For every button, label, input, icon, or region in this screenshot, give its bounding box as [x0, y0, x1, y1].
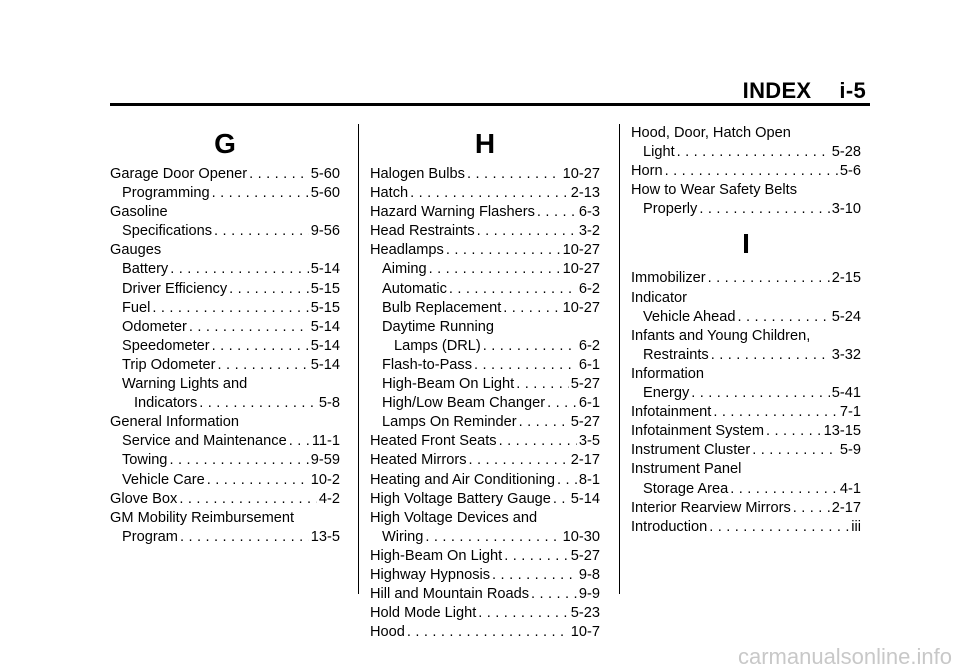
index-subentry: Odometer . . . 5-14	[110, 318, 340, 337]
index-subentry: Lamps (DRL) . . . 6-2	[370, 337, 600, 356]
section-letter-i: I	[742, 228, 750, 260]
index-entry: Heating and Air Conditioning . . . 8-1	[370, 471, 600, 490]
section-letter-g: G	[214, 128, 236, 159]
index-subentry: Fuel . . . 5-15	[110, 299, 340, 318]
index-subentry: Aiming . . . 10-27	[370, 260, 600, 279]
index-entry: Hazard Warning Flashers . . . 6-3	[370, 203, 600, 222]
index-subentry: Specifications . . . 9-56	[110, 222, 340, 241]
index-subheading: Warning Lights and	[122, 376, 248, 393]
index-heading: Indicator	[631, 289, 687, 306]
index-heading: High Voltage Devices and	[370, 509, 538, 526]
column-divider	[358, 124, 359, 594]
index-subentry: Automatic . . . 6-2	[370, 280, 600, 299]
index-entry: Glove Box . . . 4-2	[110, 490, 340, 509]
index-subentry: High-Beam On Light . . . 5-27	[370, 375, 600, 394]
index-heading: Information	[631, 365, 705, 382]
index-entry: Halogen Bulbs . . . 10-27	[370, 165, 600, 184]
index-entry: Hold Mode Light . . . 5-23	[370, 604, 600, 623]
index-entry: Head Restraints . . . 3-2	[370, 222, 600, 241]
index-subentry: Energy . . . 5-41	[631, 384, 861, 403]
index-subentry: Properly . . . 3-10	[631, 200, 861, 219]
index-subentry: Lamps On Reminder . . . 5-27	[370, 413, 600, 432]
index-subentry: Bulb Replacement . . . 10-27	[370, 299, 600, 318]
index-column-2	[370, 124, 600, 642]
index-entry: Immobilizer . . . 2-15	[631, 269, 861, 288]
index-heading: Infants and Young Children,	[631, 327, 811, 344]
index-entry: Heated Front Seats . . . 3-5	[370, 432, 600, 451]
index-entry: Hill and Mountain Roads . . . 9-9	[370, 585, 600, 604]
section-title: INDEX	[742, 78, 812, 103]
index-heading: Instrument Panel	[631, 461, 742, 478]
index-entry: Heated Mirrors . . . 2-17	[370, 451, 600, 470]
column-divider	[619, 124, 620, 594]
index-heading: General Information	[110, 414, 239, 431]
index-subentry: Storage Area . . . 4-1	[631, 480, 861, 499]
index-entry: Infotainment . . . 7-1	[631, 403, 861, 422]
index-column-3	[631, 124, 861, 537]
section-letter-h: H	[474, 128, 496, 159]
index-subentry: Service and Maintenance . . . 11-1	[110, 432, 340, 451]
index-subentry: Vehicle Ahead . . . 5-24	[631, 308, 861, 327]
header-rule	[110, 103, 870, 106]
index-subentry: Towing . . . 9-59	[110, 451, 340, 470]
index-heading: Gauges	[110, 242, 162, 259]
index-subentry: Flash-to-Pass . . . 6-1	[370, 356, 600, 375]
index-subentry: High/Low Beam Changer . . . 6-1	[370, 394, 600, 413]
index-entry: Headlamps . . . 10-27	[370, 241, 600, 260]
index-entry: Horn . . . 5-6	[631, 162, 861, 181]
index-subentry: Trip Odometer . . . 5-14	[110, 356, 340, 375]
index-entry: Garage Door Opener . . . 5-60	[110, 165, 340, 184]
index-subentry: Driver Efficiency . . . 5-15	[110, 280, 340, 299]
index-heading: Gasoline	[110, 204, 168, 221]
index-entry: Highway Hypnosis . . . 9-8	[370, 566, 600, 585]
index-subentry: Indicators . . . 5-8	[110, 394, 340, 413]
index-entry: Hatch . . . 2-13	[370, 184, 600, 203]
index-entry: Infotainment System . . . 13-15	[631, 422, 861, 441]
index-entry: Hood . . . 10-7	[370, 623, 600, 642]
index-heading: How to Wear Safety Belts	[631, 182, 798, 199]
index-entry: High-Beam On Light . . . 5-27	[370, 547, 600, 566]
running-header	[743, 78, 866, 104]
index-entry: High Voltage Battery Gauge . . . 5-14	[370, 490, 600, 509]
index-subentry: Vehicle Care . . . 10-2	[110, 471, 340, 490]
index-entry: Instrument Cluster . . . 5-9	[631, 441, 861, 460]
index-heading: GM Mobility Reimbursement	[110, 509, 295, 526]
index-entry: Interior Rearview Mirrors . . . 2-17	[631, 499, 861, 518]
index-subentry: Battery . . . 5-14	[110, 260, 340, 279]
index-entry: Introduction . . . iii	[631, 518, 861, 537]
index-subheading: Daytime Running	[382, 318, 494, 335]
index-subentry: Program . . . 13-5	[110, 528, 340, 547]
index-subentry: Programming . . . 5-60	[110, 184, 340, 203]
index-subentry: Speedometer . . . 5-14	[110, 337, 340, 356]
index-subentry: Restraints . . . 3-32	[631, 346, 861, 365]
index-subentry: Wiring . . . 10-30	[370, 528, 600, 547]
index-heading: Hood, Door, Hatch Open	[631, 125, 791, 141]
index-subentry: Light . . . 5-28	[631, 143, 861, 162]
index-column-1	[110, 124, 340, 547]
page-number: i-5	[839, 78, 866, 103]
watermark: carmanualsonline.info	[737, 644, 952, 669]
